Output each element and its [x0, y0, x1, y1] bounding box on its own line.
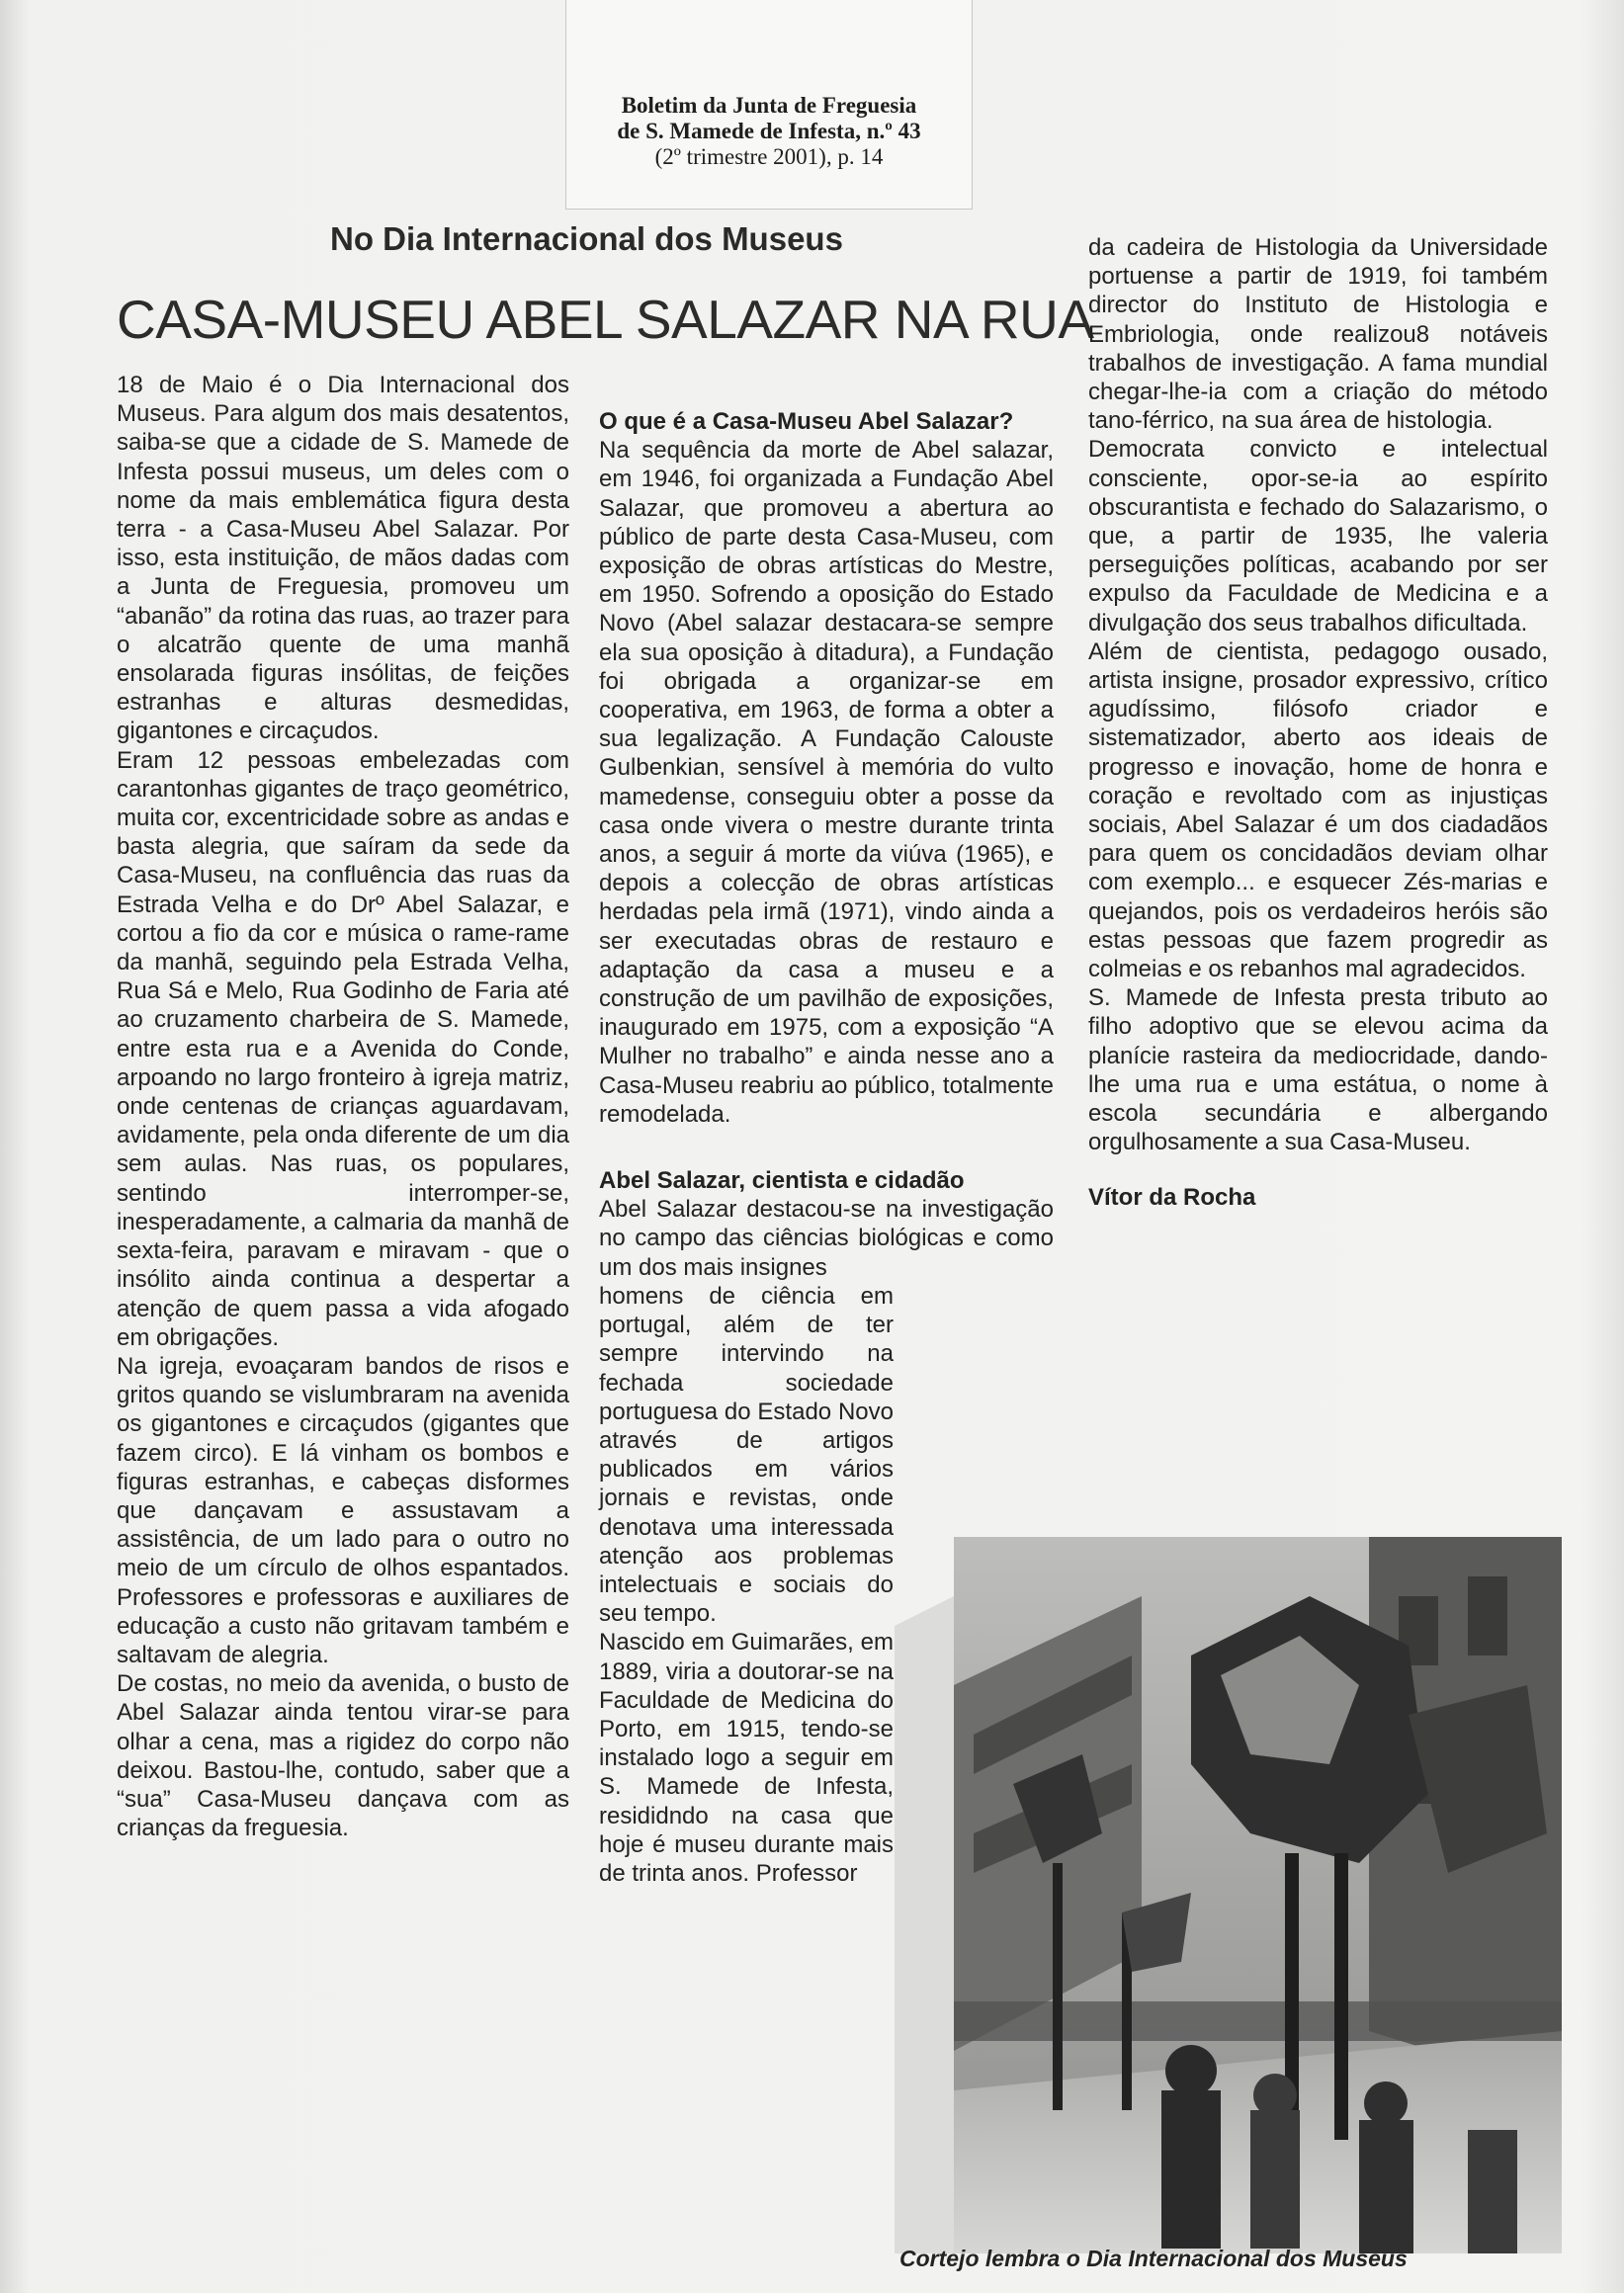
- article-column-3: [1088, 233, 1548, 1212]
- source-note-line-3: (2º trimestre 2001), p. 14: [654, 144, 884, 169]
- paragraph: Na igreja, evoaçaram bandos de risos e gritos quando se vislumbraram na avenida os gigantones e circaçudos (gigantes que fazem circo). E lá vinham os bombos e figuras estranhas, e cabeças disformes que dançavam e assustavam a assistência, de um lado para o outro no meio de um círculo de olhos espantados. Professores e professoras e auxiliares de educação a custo não gritavam também e saltavam de alegria.: [117, 1352, 569, 1668]
- article-kicker: No Dia Internacional dos Museus: [330, 220, 843, 257]
- parade-photo: [895, 1537, 1562, 2253]
- source-note-line-1: Boletim da Junta de Freguesia: [621, 93, 917, 118]
- paragraph: homens de ciência em portugal, além de ter sempre intervindo na fechada sociedade portuguesa do Estado Novo através de artigos publicados em vários jornais e revistas, onde denotava uma interessada atenção aos problemas intelectuais e sociais do seu tempo.: [599, 1282, 894, 1628]
- paragraph: Além de cientista, pedagogo ousado, artista insigne, prosador expressivo, crítico agudíssimo, filósofo criador e sistematizador, aberto aos ideais de progresso e inovação, home de honra e coração e revoltado com as injustiças sociais, Abel Salazar é um dos ciadadãos para quem os concidadãos deviam olhar com exemplo... e esquecer Zés-marias e quejandos, pois os verdadeiros heróis são estas pessoas que fazem progredir as colmeias e os rebanhos mal agradecidos.: [1088, 637, 1548, 983]
- article-column-1: [117, 371, 569, 1842]
- article-author: Vítor da Rocha: [1088, 1183, 1256, 1211]
- source-note: [565, 0, 973, 210]
- section-heading: O que é a Casa-Museu Abel Salazar?: [599, 408, 1014, 435]
- parade-photo-image: [895, 1537, 1562, 2253]
- paragraph: da cadeira de Histologia da Universidade portuense a partir de 1919, foi também director do Instituto de Histologia e Embriologia, onde realizou8 notáveis trabalhos de investigação. A fama mundial chegar-lhe-ia com a criação do método tano-férrico, na sua área de histologia.: [1088, 234, 1548, 435]
- paragraph: 18 de Maio é o Dia Internacional dos Museus. Para algum dos mais desatentos, saiba-se que a cidade de S. Mamede de Infesta possui museus, um deles com o nome da mais emblemática figura desta terra - a Casa-Museu Abel Salazar. Por isso, esta instituição, de mãos dadas com a Junta de Freguesia, promoveu um “abanão” da rotina das ruas, ao trazer para o alcatrão quente de uma manhã ensolarada figuras insólitas, de feições estranhas e alturas desmedidas, gigantones e circaçudos.: [117, 372, 569, 745]
- paragraph: Abel Salazar destacou-se na investigação no campo das ciências biológicas e como um dos mais insignes: [599, 1196, 1054, 1281]
- paragraph: S. Mamede de Infesta presta tributo ao filho adoptivo que se elevou acima da planície rasteira da mediocridade, dando-lhe uma rua e uma estátua, o nome à escola secundária e albergando orgulhosamente a sua Casa-Museu.: [1088, 984, 1548, 1156]
- photo-caption: Cortejo lembra o Dia Internacional dos Museus: [899, 2246, 1408, 2271]
- paragraph: De costas, no meio da avenida, o busto de Abel Salazar ainda tentou virar-se para olhar a cena, mas a rigidez do corpo não deixou. Bastou-lhe, contudo, saber que a “sua” Casa-Museu dançava com as crianças da freguesia.: [117, 1670, 569, 1842]
- source-note-line-2: de S. Mamede de Infesta, n.º 43: [617, 119, 921, 143]
- article-headline: CASA-MUSEU ABEL SALAZAR NA RUA: [117, 289, 1094, 350]
- section-heading: Abel Salazar, cientista e cidadão: [599, 1167, 965, 1195]
- paragraph: Na sequência da morte de Abel salazar, em 1946, foi organizada a Fundação Abel Salazar, que promoveu a abertura ao público de parte desta Casa-Museu, com exposição de obras artísticas do Mestre, em 1950. Sofrendo a oposição do Estado Novo (Abel salazar destacara-se sempre ela sua oposição à ditadura), a Fundação foi obrigada a organizar-se em cooperativa, em 1963, de forma a obter a sua legalização. A Fundação Calouste Gulbenkian, sensível à memória do vulto mamedense, conseguiu obter a posse da casa onde vivera o mestre durante trinta anos, a seguir á morte da viúva (1965), e depois a colecção de obras artísticas herdadas pela irmã (1971), vindo ainda a ser executadas obras de restauro e adaptação da casa a museu e a construção de um pavilhão de exposições, inaugurado em 1975, com a exposição “A Mulher no trabalho” e ainda nesse ano a Casa-Museu reabriu ao público, totalmente remodelada.: [599, 437, 1054, 1128]
- paragraph: Democrata convicto e intelectual consciente, opor-se-ia ao espírito obscurantista e fechado do Salazarismo, o que, a partir de 1935, lhe valeria perseguições políticas, acabando por ser expulso da Faculdade de Medicina e a divulgação dos seus trabalhos dificultada.: [1088, 436, 1548, 637]
- paragraph: Eram 12 pessoas embelezadas com carantonhas gigantes de traço geométrico, muita cor, excentricidade sobre as andas e basta alegria, que saíram da sede da Casa-Museu, na confluência das ruas da Estrada Velha e do Drº Abel Salazar, e cortou a fio da cor e música o rame-rame da manhã, seguindo pela Estrada Velha, Rua Sá e Melo, Rua Godinho de Faria até ao cruzamento charbeira de S. Mamede, entre esta rua e a Avenida do Conde, arpoando no largo fronteiro à igreja matriz, onde centenas de crianças aguardavam, avidamente, pela onda diferente de um dia sem aulas. Nas ruas, os populares, sentindo interromper-se, inesperadamente, a calmaria da manhã de sexta-feira, paravam e miravam - que o insólito ainda continua a despertar a atenção de quem passa a vida afogado em obrigações.: [117, 746, 569, 1351]
- paragraph: Nascido em Guimarães, em 1889, viria a doutorar-se na Faculdade de Medicina do Porto, em 1915, tendo-se instalado logo a seguir em S. Mamede de Infesta, resididndo na casa que hoje é museu durante mais de trinta anos. Professor: [599, 1629, 894, 1887]
